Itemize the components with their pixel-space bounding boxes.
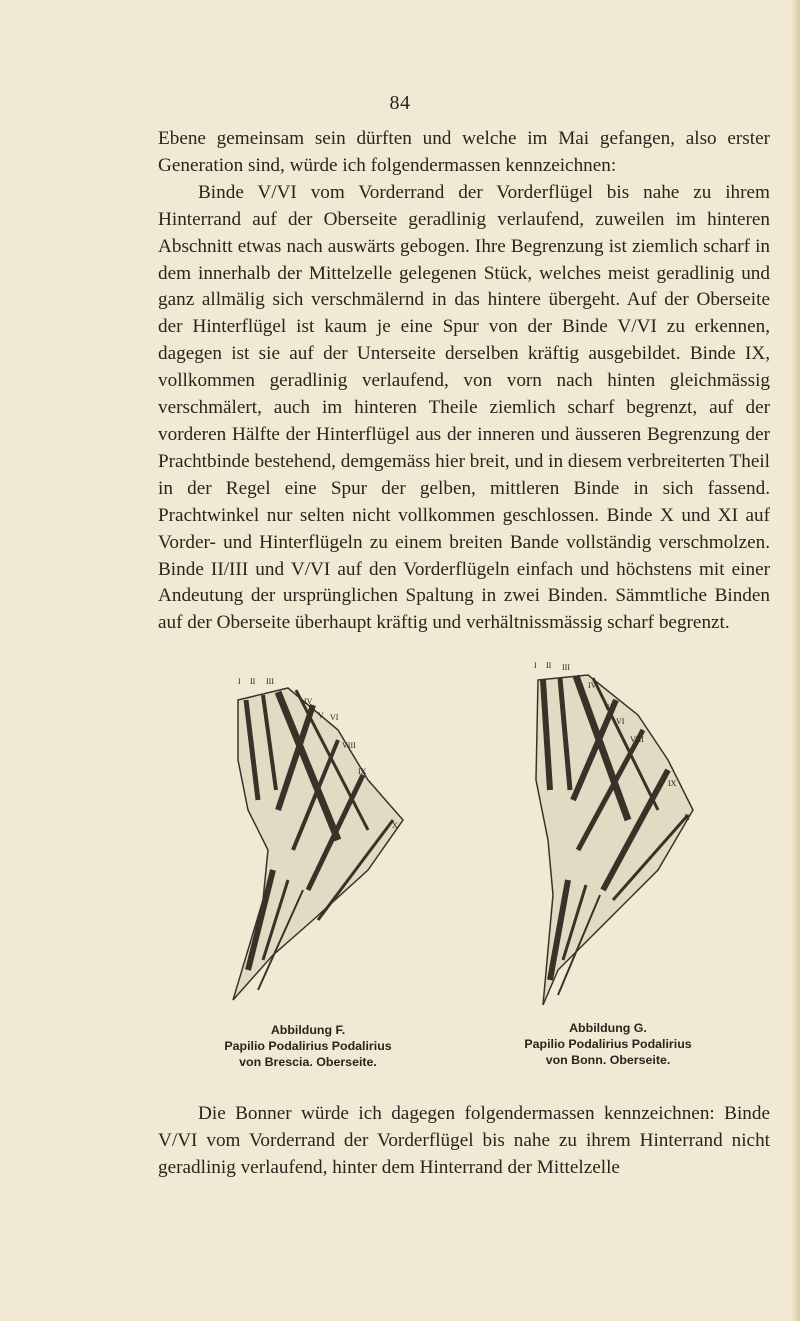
band-label: V [604, 703, 610, 712]
band-label: II [250, 677, 256, 686]
page-number: 84 [389, 92, 411, 114]
band-label: II [546, 661, 552, 670]
caption-origin: von Brescia. Oberseite. [239, 1055, 377, 1069]
band-label: X [684, 813, 690, 822]
band-label: VI [330, 713, 339, 722]
band-label: IX [358, 767, 367, 776]
band-label: I [534, 661, 537, 670]
figure-g-wing-illustration [518, 660, 718, 1010]
paragraph: Binde V/VI vom Vorderrand der Vorderflügel bis nahe zu ihrem Hinterrand auf der Oberseite geradlinig verlaufend, zuweilen im hinteren Abschnitt etwas nach auswärts gebogen. Ihre Begrenzung ist ziemlich scharf in dem innerhalb der Mittelzelle gelegenen Stück, welches meist geradlinig und ganz allmälig sich verschmälernd in das hintere übergeht. Auf der Oberseite der Hinterflügel ist kaum je eine Spur von der Binde V/VI zu erkennen, dagegen ist sie auf der Unterseite derselben kräftig ausgebildet. Binde IX, vollkommen geradlinig verlaufend, von vorn nach hinten gleichmässig verschmälert, auch im hinteren Theile ziemlich scharf begrenzt, auf der vorderen Hälfte der Hinterflügel aus der inneren und äusseren Begrenzung der Prachtbinde bestehend, demgemäss hier breit, und in diesem verbreiterten Theil in der Regel eine Spur der gelben, mittleren Binde in sich fassend. Prachtwinkel nur selten nicht vollkommen geschlossen. Binde X und XI auf Vorder- und Hinterflügeln zu einem breiten Bande vollständig verschmolzen. Binde II/III und V/VI auf den Vorderflügeln einfach und höchstens mit einer Andeutung der ursprünglichen Spaltung in zwei Binden. Sämmtliche Binden auf der Oberseite überhaupt kräftig und verhältnissmässig scharf begrenzt. [158, 181, 770, 634]
paragraph: Ebene gemeinsam sein dürften und welche im Mai gefangen, also erster Generation sind, würde ich folgendermassen kennzeichnen: [158, 128, 770, 176]
caption-title: Abbildung F. [270, 1023, 346, 1037]
paragraph: Die Bonner würde ich dagegen folgendermassen kennzeichnen: Binde V/VI vom Vorderrand der Vorderflügel bis nahe zu ihrem Hinterrand nicht geradlinig verlaufend, hinter dem Hinterrand der Mittelzelle [158, 1103, 770, 1178]
bottom-text [158, 1101, 770, 1182]
main-text [158, 126, 770, 637]
band-label: X [392, 821, 398, 830]
band-label: I [238, 677, 241, 686]
band-label: III [562, 663, 570, 672]
band-label: IV [304, 697, 313, 706]
band-label: VIII [630, 735, 644, 744]
band-label: VIII [342, 741, 356, 750]
page-edge [792, 0, 800, 1321]
band-label: VI [616, 717, 625, 726]
figure-f-caption [158, 1022, 458, 1070]
caption-species: Papilio Podalirius Podalirius [224, 1039, 392, 1053]
caption-origin: von Bonn. Oberseite. [545, 1053, 671, 1067]
band-label: IX [668, 779, 677, 788]
band-label: III [266, 677, 274, 686]
figure-f-wing-illustration [218, 670, 418, 1010]
caption-title: Abbildung G. [569, 1021, 647, 1035]
band-label: IV [588, 681, 597, 690]
figure-g-caption [458, 1020, 758, 1068]
caption-species: Papilio Podalirius Podalirius [524, 1037, 692, 1051]
band-label: V [318, 711, 324, 720]
